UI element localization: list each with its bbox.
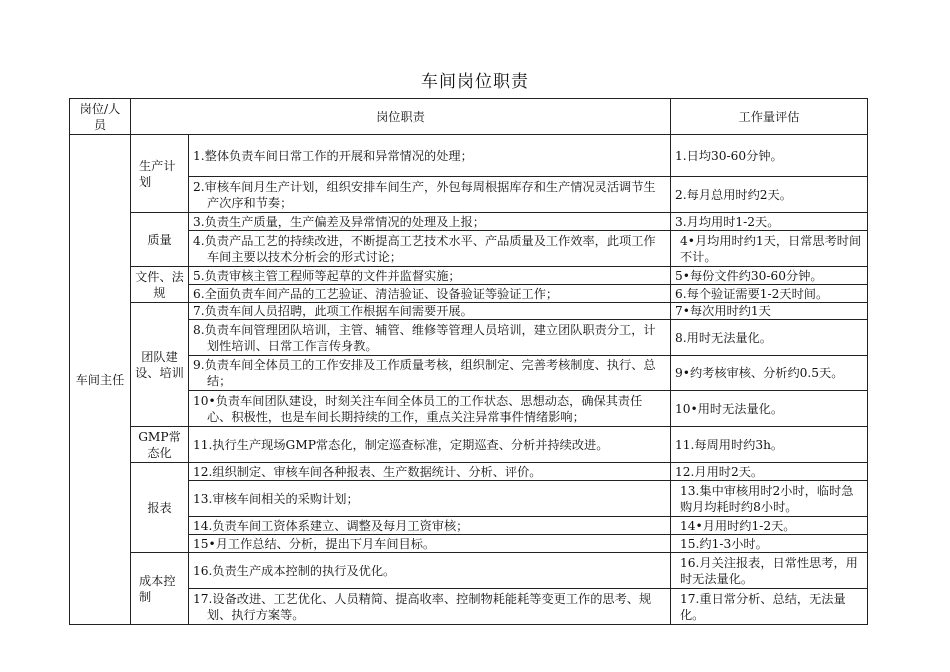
category-production-plan: 生产计划	[131, 135, 189, 213]
duty-cell	[189, 391, 671, 427]
table-row	[70, 213, 868, 231]
duty-text: 9.负责车间全体员工的工作安排及工作质量考核，组织制定、完善考核制度、执行、总结；	[193, 358, 656, 388]
workload-cell: 10•用时无法量化。	[671, 391, 868, 427]
header-person: 岗位/人员	[70, 99, 131, 135]
duty-table	[69, 98, 868, 625]
workload-cell: 9•约考核审核、分析约0.5天。	[671, 356, 868, 391]
table-row	[70, 535, 868, 553]
duty-text: 15•月工作总结、分析，提出下月车间目标。	[193, 536, 436, 551]
table-row	[70, 481, 868, 517]
duty-cell	[189, 285, 671, 303]
table-row	[70, 356, 868, 391]
workload-cell: 11.每周用时约3h。	[671, 427, 868, 463]
workload-cell: 4•月均用时约1天，日常思考时间不计。	[671, 231, 868, 267]
workload-cell: 17.重日常分析、总结，无法量化。	[671, 589, 868, 625]
duty-cell	[189, 517, 671, 535]
person-cell: 车间主任	[70, 135, 131, 625]
table-row	[70, 267, 868, 285]
duty-text: 1.整体负责车间日常工作的开展和异常情况的处理；	[193, 148, 473, 163]
workload-cell: 16.月关注报表，日常性思考，用时无法量化。	[671, 553, 868, 589]
page-title: 车间岗位职责	[421, 72, 529, 92]
header-duties: 岗位职责	[131, 99, 671, 135]
table-row	[70, 517, 868, 535]
duty-text: 10•负责车间团队建设，时刻关注车间全体员工的工作状态、思想动态，确保其责任心、积极性，也是车间长期持续的工作，重点关注异常事件情绪影响；	[193, 393, 643, 424]
duty-text: 13.审核车间相关的采购计划；	[193, 491, 359, 506]
duty-cell	[189, 535, 671, 553]
workload-cell: 6.每个验证需要1-2天时间。	[671, 285, 868, 303]
category-quality: 质量	[131, 213, 189, 267]
category-cost: 成本控制	[131, 553, 189, 625]
workload-cell: 12.月用时2天。	[671, 463, 868, 481]
duty-text: 14.负责车间工资体系建立、调整及每月工资审核；	[193, 518, 469, 533]
category-reports: 报表	[131, 463, 189, 553]
table-row	[70, 553, 868, 589]
duty-text: 12.组织制定、审核车间各种报表、生产数据统计、分析、评价。	[193, 464, 542, 479]
workload-cell: 15.约1-3小时。	[671, 535, 868, 553]
table-row	[70, 589, 868, 625]
duty-text: 6.全面负责车间产品的工艺验证、清洁验证、设备验证等验证工作；	[193, 286, 559, 301]
header-workload: 工作量评估	[671, 99, 868, 135]
duty-text: 3.负责生产质量，生产偏差及异常情况的处理及上报；	[193, 214, 485, 229]
duty-text: 4.负责产品工艺的持续改进，不断提高工艺技术水平、产品质量及工作效率，此项工作车间主要以技术分析会的形式讨论；	[193, 233, 656, 264]
workload-cell: 3.月均用时1-2天。	[671, 213, 868, 231]
duty-text: 7.负责车间人员招聘，此项工作根据车间需要开展。	[193, 304, 473, 318]
header-row	[70, 99, 868, 135]
duty-cell	[189, 427, 671, 463]
duty-cell	[189, 231, 671, 267]
workload-cell: 13.集中审核用时2小时，临时急购月均耗时约8小时。	[671, 481, 868, 517]
duty-cell	[189, 320, 671, 356]
duty-cell	[189, 463, 671, 481]
duty-cell	[189, 553, 671, 589]
duty-cell	[189, 303, 671, 320]
table-row	[70, 231, 868, 267]
table-row	[70, 135, 868, 177]
duty-cell	[189, 589, 671, 625]
table-row	[70, 177, 868, 213]
duty-text: 17.设备改进、工艺优化、人员精简、提高收率、控制物耗能耗等变更工作的思考、规划、执行方案等。	[193, 591, 652, 622]
category-docs: 文件、法规	[131, 267, 189, 303]
table-row	[70, 303, 868, 320]
table-row	[70, 463, 868, 481]
duty-text: 11.执行生产现场GMP常态化，制定巡查标准，定期巡查、分析并持续改进。	[193, 437, 609, 452]
duty-cell	[189, 213, 671, 231]
workload-cell: 5•每份文件约30-60分钟。	[671, 267, 868, 285]
duty-cell	[189, 267, 671, 285]
duty-text: 8.负责车间管理团队培训，主管、辅管、维修等管理人员培训，建立团队职责分工，计划性培训、日常工作言传身教。	[193, 322, 656, 353]
category-team: 团队建设、培训	[131, 303, 189, 427]
table-row	[70, 285, 868, 303]
table-row	[70, 320, 868, 356]
table-row	[70, 427, 868, 463]
duty-cell	[189, 177, 671, 213]
duty-text: 16.负责生产成本控制的执行及优化。	[193, 563, 396, 578]
duty-text: 5.负责审核主管工程师等起草的文件并监督实施；	[193, 268, 461, 283]
workload-cell: 2.每月总用时约2天。	[671, 177, 868, 213]
duty-cell	[189, 135, 671, 177]
workload-cell: 1.日均30-60分钟。	[671, 135, 868, 177]
duty-cell	[189, 356, 671, 391]
workload-cell: 14•月用时约1-2天。	[671, 517, 868, 535]
workload-cell: 7•每次用时约1天	[671, 303, 868, 320]
duty-cell	[189, 481, 671, 517]
workload-cell: 8.用时无法量化。	[671, 320, 868, 356]
table-row	[70, 391, 868, 427]
duty-text: 2.审核车间月生产计划，组织安排车间生产，外包每周根据库存和生产情况灵活调节生产次序和节奏；	[193, 179, 656, 210]
category-gmp: GMP常态化	[131, 427, 189, 463]
